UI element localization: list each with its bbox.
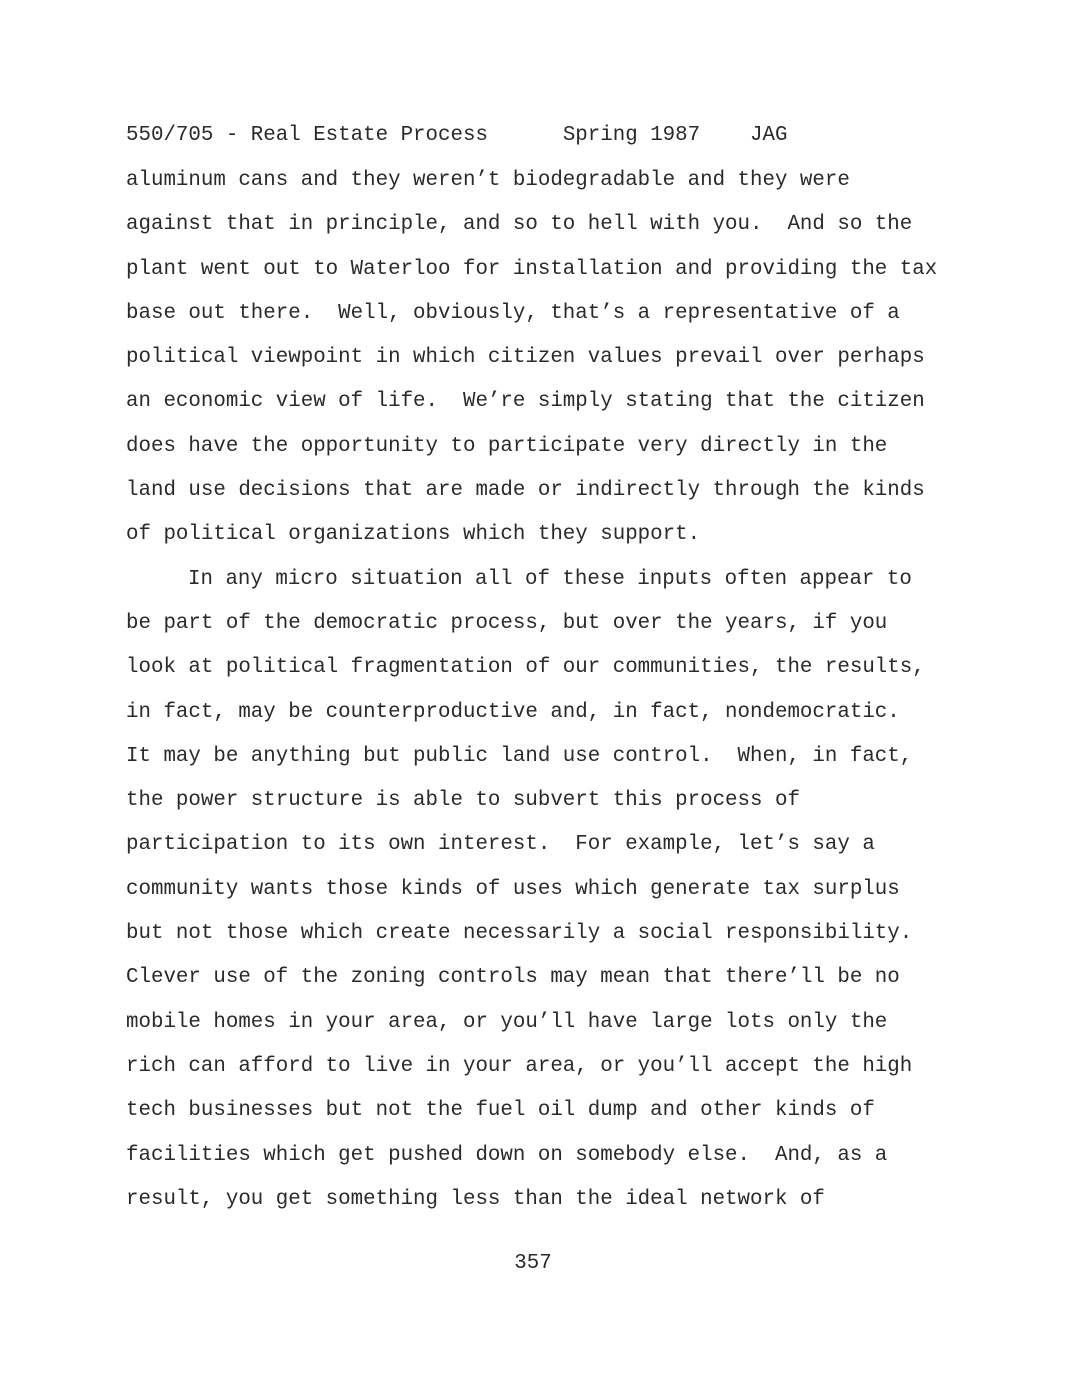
text-line: in fact, may be counterproductive and, in fact, nondemocratic. — [126, 700, 900, 724]
text-line: political viewpoint in which citizen values prevail over perhaps — [126, 346, 925, 370]
text-line: rich can afford to live in your area, or you’ll accept the high — [126, 1054, 913, 1078]
text-line: result, you get something less than the ideal network of — [126, 1187, 825, 1211]
text-line: tech businesses but not the fuel oil dump and other kinds of — [126, 1099, 875, 1123]
text-line: community wants those kinds of uses which generate tax surplus — [126, 877, 900, 901]
text-line: aluminum cans and they weren’t biodegradable and they were — [126, 169, 850, 192]
text-line: mobile homes in your area, or you’ll have large lots only the — [126, 1010, 888, 1034]
text-line: but not those which create necessarily a social responsibility. — [126, 922, 913, 946]
text-line: of political organizations which they support. — [126, 523, 701, 547]
header-course: 550/705 - Real Estate Process — [126, 124, 488, 147]
text-line: look at political fragmentation of our communities, the results, — [126, 656, 925, 680]
paragraph-first-line: In any micro situation all of these inputs often appear to — [188, 567, 912, 591]
text-line: base out there. Well, obviously, that’s a representative of a — [126, 301, 900, 325]
text-line: Clever use of the zoning controls may mean that there’ll be no — [126, 966, 900, 990]
text-line: participation to its own interest. For example, let’s say a — [126, 833, 875, 857]
text-line: It may be anything but public land use control. When, in fact, — [126, 744, 913, 768]
page-header — [126, 122, 788, 150]
text-line: against that in principle, and so to hell with you. And so the — [126, 213, 913, 237]
text-line: land use decisions that are made or indirectly through the kinds — [126, 479, 925, 503]
text-line: does have the opportunity to participate very directly in the — [126, 434, 888, 458]
text-line: plant went out to Waterloo for installation and providing the tax — [126, 257, 938, 281]
text-line: the power structure is able to subvert this process of — [126, 789, 800, 813]
text-line: be part of the democratic process, but over the years, if you — [126, 611, 888, 635]
header-term: Spring 1987 — [562, 124, 701, 147]
header-initials: JAG — [750, 124, 788, 147]
page-number: 357 — [514, 1252, 552, 1275]
text-line: an economic view of life. We’re simply stating that the citizen — [126, 390, 925, 414]
body-text — [126, 167, 956, 1230]
text-line: facilities which get pushed down on somebody else. And, as a — [126, 1143, 888, 1167]
